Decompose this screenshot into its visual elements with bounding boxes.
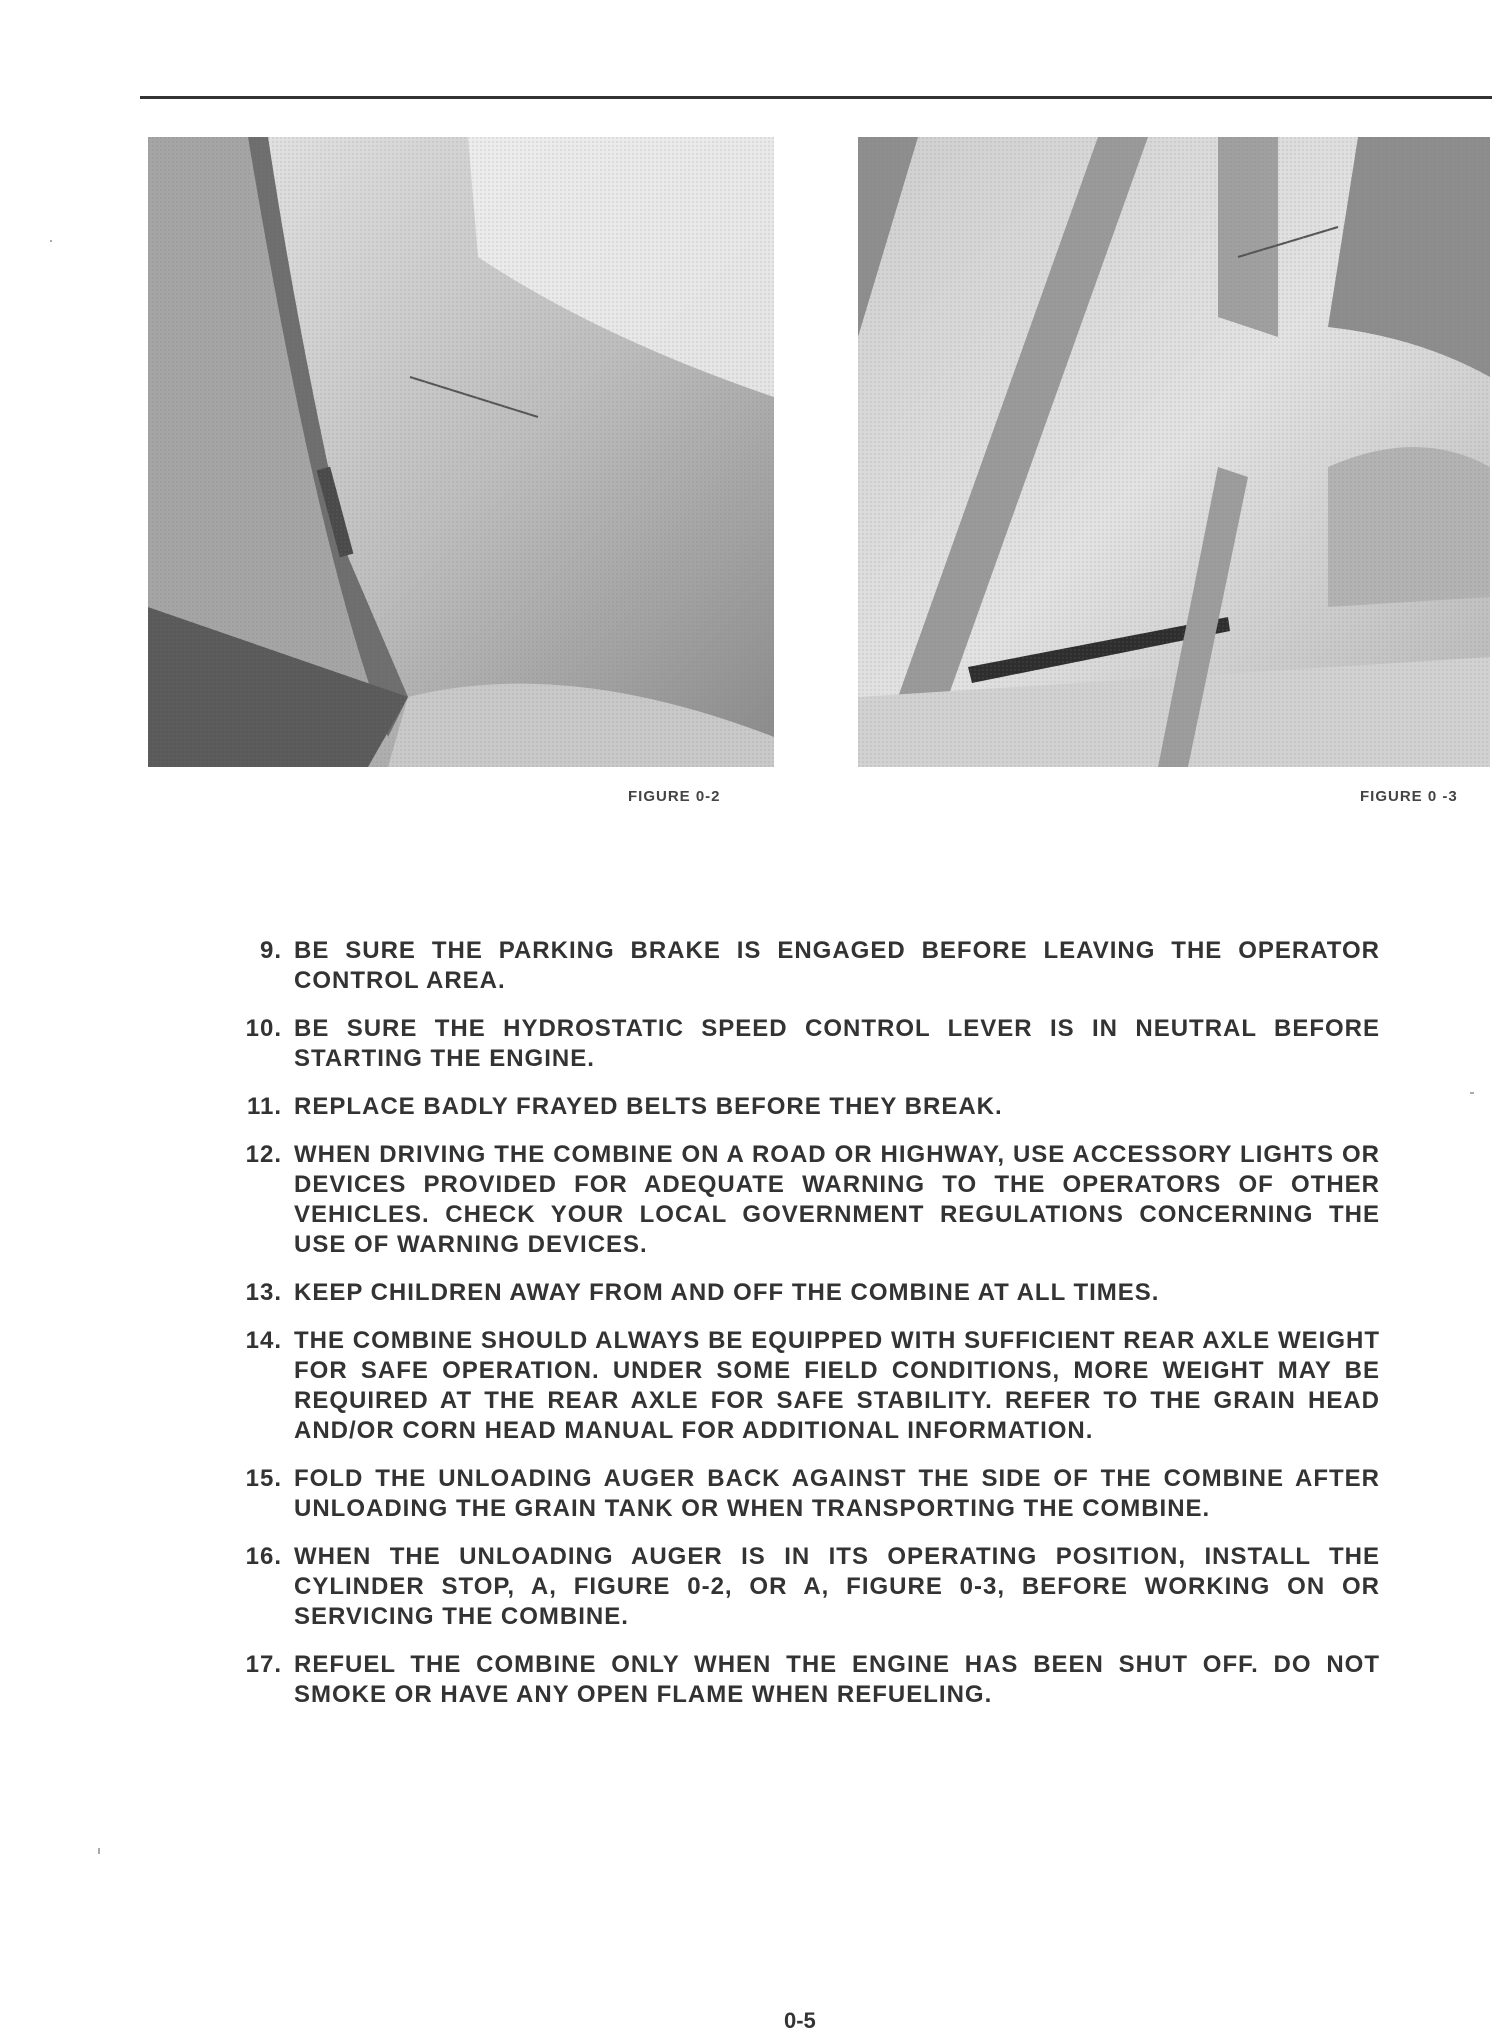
item-text: REFUEL THE COMBINE ONLY WHEN THE ENGINE HAS BEEN SHUT OFF. DO NOT SMOKE OR HAVE ANY OPEN FLAME WHEN REFUELING. bbox=[294, 1651, 1380, 1708]
list-item bbox=[230, 1140, 1380, 1260]
item-number: 17. bbox=[245, 1651, 282, 1678]
list-item bbox=[230, 1542, 1380, 1632]
safety-rules-list bbox=[230, 936, 1380, 1728]
item-text: WHEN DRIVING THE COMBINE ON A ROAD OR HIGHWAY, USE ACCESSORY LIGHTS OR DEVICES PROVIDED FOR ADEQUATE WARNING TO THE OPERATORS OF OTHER VEHICLES. CHECK YOUR LOCAL GOVERNMENT REGULATIONS CONCERNING THE USE OF WARNING DEVICES. bbox=[294, 1141, 1380, 1258]
list-item bbox=[230, 1650, 1380, 1710]
list-item bbox=[230, 1464, 1380, 1524]
item-number: 14. bbox=[245, 1327, 282, 1354]
figure-0-2-photo bbox=[148, 137, 774, 767]
item-text: KEEP CHILDREN AWAY FROM AND OFF THE COMBINE AT ALL TIMES. bbox=[294, 1279, 1160, 1306]
item-text: FOLD THE UNLOADING AUGER BACK AGAINST THE SIDE OF THE COMBINE AFTER UNLOADING THE GRAIN TANK OR WHEN TRANSPORTING THE COMBINE. bbox=[294, 1465, 1380, 1522]
item-text: BE SURE THE HYDROSTATIC SPEED CONTROL LEVER IS IN NEUTRAL BEFORE STARTING THE ENGINE. bbox=[294, 1015, 1380, 1072]
figure-0-3-caption: FIGURE 0 -3 bbox=[1360, 788, 1458, 805]
item-number: 10. bbox=[245, 1015, 282, 1042]
item-number: 13. bbox=[245, 1279, 282, 1306]
list-item bbox=[230, 936, 1380, 996]
figure-0-3-photo bbox=[858, 137, 1490, 767]
figure-0-2-caption: FIGURE 0-2 bbox=[628, 788, 721, 805]
item-number: 16. bbox=[245, 1543, 282, 1570]
list-item bbox=[230, 1278, 1380, 1308]
list-item bbox=[230, 1092, 1380, 1122]
item-number: 15. bbox=[245, 1465, 282, 1492]
header-rule bbox=[140, 96, 1492, 99]
page-number: 0-5 bbox=[784, 2008, 816, 2033]
item-text: BE SURE THE PARKING BRAKE IS ENGAGED BEFORE LEAVING THE OPERATOR CONTROL AREA. bbox=[294, 937, 1380, 994]
item-text: WHEN THE UNLOADING AUGER IS IN ITS OPERATING POSITION, INSTALL THE CYLINDER STOP, A, FIGURE 0-2, OR A, FIGURE 0-3, BEFORE WORKING ON OR SERVICING THE COMBINE. bbox=[294, 1543, 1380, 1630]
scan-speck bbox=[50, 240, 52, 242]
item-text: REPLACE BADLY FRAYED BELTS BEFORE THEY BREAK. bbox=[294, 1093, 1003, 1120]
list-item bbox=[230, 1014, 1380, 1074]
scan-speck bbox=[1470, 1092, 1474, 1094]
item-number: 11. bbox=[246, 1093, 282, 1120]
list-item bbox=[230, 1326, 1380, 1446]
scan-speck bbox=[98, 1848, 100, 1854]
item-number: 12. bbox=[245, 1141, 282, 1168]
item-number: 9. bbox=[259, 937, 282, 964]
item-text: THE COMBINE SHOULD ALWAYS BE EQUIPPED WITH SUFFICIENT REAR AXLE WEIGHT FOR SAFE OPERATION. UNDER SOME FIELD CONDITIONS, MORE WEIGHT MAY BE REQUIRED AT THE REAR AXLE FOR SAFE STABILITY. REFER TO THE GRAIN HEAD AND/OR CORN HEAD MANUAL FOR ADDITIONAL INFORMATION. bbox=[294, 1327, 1380, 1444]
